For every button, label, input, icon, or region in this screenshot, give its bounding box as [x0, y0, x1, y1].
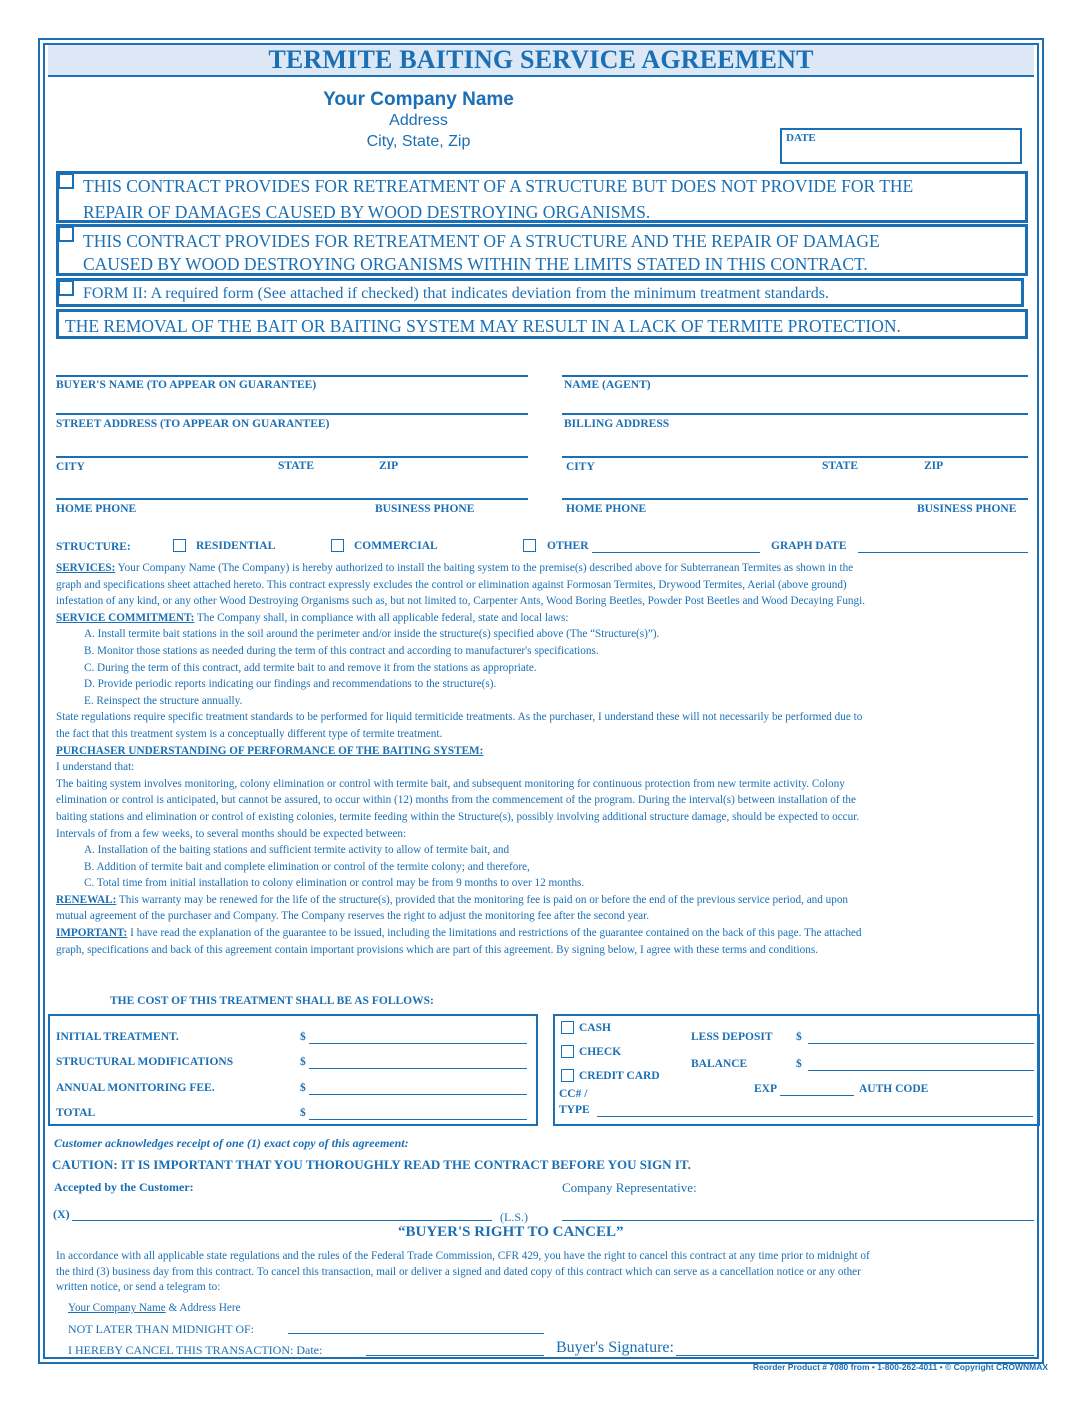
- check-checkbox[interactable]: [561, 1045, 574, 1058]
- other-line[interactable]: [592, 552, 760, 553]
- notice-text: THIS CONTRACT PROVIDES FOR RETREATMENT OF A STRUCTURE BUT DOES NOT PROVIDE FOR THE: [83, 176, 914, 196]
- dollar-sign: $: [796, 1058, 802, 1070]
- notice-bait-removal: [56, 309, 1028, 339]
- body-line: mutual agreement of the purchaser and Company. The Company reserves the right to adjust the monitoring fee after the second year.: [56, 910, 650, 923]
- purchaser-heading: PURCHASER UNDERSTANDING OF PERFORMANCE OF THE BAITING SYSTEM:: [56, 744, 484, 757]
- less-deposit-label: LESS DEPOSIT: [691, 1031, 773, 1043]
- structural-mods-line[interactable]: [309, 1068, 527, 1069]
- initial-treatment-line[interactable]: [309, 1043, 527, 1044]
- body-line: Your Company Name (The Company) is hereby authorized to install the baiting system to the premise(s) described above for Subterranean Termites as shown in the: [115, 562, 854, 574]
- cc-line[interactable]: [597, 1116, 1033, 1117]
- home-phone-label: HOME PHONE: [56, 503, 137, 515]
- commitment-item: B. Monitor those stations as needed during the term of this contract and according to manufacturer's specifications.: [84, 644, 599, 657]
- body-line: graph, specifications and back of this agreement contain important provisions which are part of this agreement. By signing below, I agree with these terms and conditions.: [56, 943, 818, 956]
- cancel-paragraph: [56, 1249, 870, 1296]
- date-label: DATE: [786, 132, 816, 144]
- commitment-item: A. Install termite bait stations in the soil around the perimeter and/or inside the structure(s) specified above (The “Structure(s)”).: [84, 628, 660, 641]
- body-line: This warranty may be renewed for the life of the structure(s), provided that the monitoring fee is paid on or before the end of the previous service period, and upon: [116, 893, 849, 906]
- city-line[interactable]: [56, 456, 528, 458]
- graph-date-line[interactable]: [858, 552, 1028, 553]
- dollar-sign: $: [796, 1031, 802, 1043]
- auth-code-label: AUTH CODE: [859, 1083, 929, 1095]
- purchaser-item: C. Total time from initial installation to colony elimination or control may be from 9 months to over 12 months.: [84, 877, 585, 890]
- cancel-company-rest: & Address Here: [165, 1302, 241, 1314]
- commitment-item: D. Provide periodic reports indicating our findings and recommendations to the structure(s).: [84, 678, 497, 691]
- not-later-line[interactable]: [288, 1333, 544, 1334]
- less-deposit-line[interactable]: [808, 1043, 1034, 1044]
- commitment-item: C. During the term of this contract, add termite bait to and remove it from the stations as appropriate.: [84, 661, 537, 674]
- renewal-heading: RENEWAL:: [56, 893, 117, 906]
- purchaser-item: B. Addition of termite bait and complete elimination or control of the termite colony; and therefore,: [84, 860, 530, 873]
- sign-x: (X): [53, 1207, 70, 1221]
- cc-number-label: CC# /: [559, 1088, 588, 1100]
- dollar-sign: $: [300, 1082, 306, 1094]
- commercial-label: COMMERCIAL: [354, 540, 438, 552]
- residential-checkbox[interactable]: [173, 539, 186, 552]
- notice-text: THE REMOVAL OF THE BAIT OR BAITING SYSTEM MAY RESULT IN A LACK OF TERMITE PROTECTION.: [65, 316, 901, 336]
- balance-label: BALANCE: [691, 1058, 748, 1070]
- cash-checkbox[interactable]: [561, 1021, 574, 1034]
- dollar-sign: $: [300, 1056, 306, 1068]
- billing-label: BILLING ADDRESS: [564, 418, 670, 430]
- annual-fee-label: ANNUAL MONITORING FEE.: [56, 1082, 215, 1094]
- page-title: TERMITE BAITING SERVICE AGREEMENT: [48, 45, 1034, 77]
- accepted-label: Accepted by the Customer:: [54, 1180, 194, 1194]
- reorder-footer: Reorder Product # 7080 from • 1-800-262-4011 • © Copyright CROWNMAX: [752, 1362, 1048, 1372]
- body-line: I understand that:: [56, 761, 135, 774]
- cancel-line: the third (3) business day from this contract. To cancel this transaction, mail or deliver a signed and dated copy of this contract which can serve as a cancellation notice or any other: [56, 1265, 861, 1278]
- dollar-sign: $: [300, 1031, 306, 1043]
- cancel-heading: “BUYER'S RIGHT TO CANCEL”: [398, 1224, 624, 1240]
- body-line: State regulations require specific treatment standards to be performed for liquid termiticide treatments. As the purchaser, I understand these will not necessarily be performed due to: [56, 711, 863, 724]
- buyer-signature-line[interactable]: [676, 1355, 1034, 1356]
- other-label: OTHER: [547, 540, 589, 552]
- cancel-date-line[interactable]: [366, 1355, 544, 1356]
- structure-label: STRUCTURE:: [56, 541, 131, 553]
- phone-line[interactable]: [56, 498, 528, 500]
- initial-treatment-label: INITIAL TREATMENT.: [56, 1031, 179, 1043]
- notice-text: REPAIR OF DAMAGES CAUSED BY WOOD DESTROYING ORGANISMS.: [83, 202, 651, 222]
- residential-label: RESIDENTIAL: [196, 540, 276, 552]
- cost-heading: THE COST OF THIS TREATMENT SHALL BE AS FOLLOWS:: [110, 995, 434, 1007]
- hereby-label: I HEREBY CANCEL THIS TRANSACTION: Date:: [68, 1343, 323, 1357]
- rep-signature-line[interactable]: [562, 1220, 1034, 1221]
- buyer-name-line[interactable]: [56, 375, 528, 377]
- body-line: The baiting system involves monitoring, colony elimination or control with termite bait, and subsequent monitoring for continuous protection from new termite activity. Colony: [56, 777, 845, 790]
- ls-label: (L.S.): [500, 1210, 528, 1224]
- body-line: I have read the explanation of the guarantee to be issued, including the limitations and restrictions of the guarantee contained on the back of this page. The attached: [127, 927, 862, 940]
- exp-label: EXP: [754, 1083, 777, 1095]
- agent-name-label: NAME (AGENT): [564, 379, 651, 391]
- notice-text: FORM II: A required form (See attached if checked) that indicates deviation from the minimum treatment standards.: [83, 285, 829, 302]
- street-line[interactable]: [56, 413, 528, 415]
- body-line: baiting stations and elimination or control of existing colonies, termite feeding within the Structure(s), possibly involving additional structure damage, should be expected to occur.: [56, 810, 860, 823]
- not-later-label: NOT LATER THAN MIDNIGHT OF:: [68, 1322, 254, 1336]
- notice-text: CAUSED BY WOOD DESTROYING ORGANISMS WITHIN THE LIMITS STATED IN THIS CONTRACT.: [83, 254, 868, 274]
- services-heading: SERVICES:: [56, 562, 116, 574]
- cancel-company-name: Your Company Name: [68, 1302, 166, 1314]
- street-label: STREET ADDRESS (TO APPEAR ON GUARANTEE): [56, 418, 330, 430]
- total-label: TOTAL: [56, 1107, 96, 1119]
- acknowledgment: Customer acknowledges receipt of one (1) exact copy of this agreement:: [54, 1136, 409, 1150]
- state-label: STATE: [278, 460, 315, 472]
- structural-mods-label: STRUCTURAL MODIFICATIONS: [56, 1056, 234, 1068]
- purchaser-item: A. Installation of the baiting stations and sufficient termite activity to allow of termite bait, and: [84, 844, 510, 857]
- form-ii-checkbox[interactable]: [58, 280, 74, 296]
- company-city: City, State, Zip: [366, 133, 471, 150]
- cancel-line: In accordance with all applicable state regulations and the rules of the Federal Trade Commission, CFR 429, you have the right to cancel this contract at any time prior to midnight of: [56, 1250, 870, 1262]
- body-line: elimination or control is anticipated, but cannot be assured, to occur within (12) months from the commencement of the program. During the interval(s) between installation of the: [56, 794, 856, 807]
- cancel-company-line: [68, 1300, 241, 1317]
- customer-signature-line[interactable]: [72, 1220, 492, 1221]
- balance-line[interactable]: [808, 1070, 1034, 1071]
- body-line: Intervals of from a few weeks, to several months should be expected between:: [56, 827, 407, 840]
- credit-card-checkbox[interactable]: [561, 1069, 574, 1082]
- total-line[interactable]: [309, 1119, 527, 1120]
- check-label: CHECK: [579, 1046, 622, 1058]
- notice-with-repair: [56, 224, 1028, 276]
- credit-card-label: CREDIT CARD: [579, 1070, 660, 1082]
- agent-name-line[interactable]: [562, 375, 1028, 377]
- commitment-item: E. Reinspect the structure annually.: [84, 694, 243, 707]
- notice-no-repair: [56, 171, 1028, 223]
- business-phone-label: BUSINESS PHONE: [375, 503, 475, 515]
- cash-label: CASH: [579, 1022, 611, 1034]
- buyer-signature-label: Buyer's Signature:: [556, 1339, 674, 1356]
- commitment-heading: SERVICE COMMITMENT:: [56, 611, 195, 624]
- date-field[interactable]: [780, 128, 1022, 164]
- exp-line[interactable]: [780, 1095, 854, 1096]
- billing-line[interactable]: [562, 413, 1028, 415]
- billing-zip-label: ZIP: [924, 460, 944, 472]
- billing-phone-line[interactable]: [562, 498, 1028, 500]
- city-label: CITY: [56, 461, 85, 473]
- body-line: The Company shall, in compliance with all applicable federal, state and local laws:: [194, 611, 569, 624]
- billing-state-label: STATE: [822, 460, 859, 472]
- notice-text: THIS CONTRACT PROVIDES FOR RETREATMENT OF A STRUCTURE AND THE REPAIR OF DAMAGE: [83, 231, 880, 251]
- body-line: graph and specifications sheet attached hereto. This contract expressly excludes the control or elimination against Formosan Termites, Drywood Termites, Aerial (above ground): [56, 578, 847, 591]
- with-repair-checkbox[interactable]: [58, 226, 74, 242]
- cancel-line: written notice, or send a telegram to:: [56, 1281, 221, 1293]
- dollar-sign: $: [300, 1107, 306, 1119]
- billing-city-line[interactable]: [562, 456, 1028, 458]
- company-address: Address: [389, 112, 448, 129]
- graph-date-label: GRAPH DATE: [771, 540, 847, 552]
- body-line: the fact that this treatment system is a conceptually different type of termite treatment.: [56, 727, 443, 740]
- billing-business-phone-label: BUSINESS PHONE: [917, 503, 1017, 515]
- no-repair-checkbox[interactable]: [58, 173, 74, 189]
- body-line: infestation of any kind, or any other Wood Destroying Organisms such as, but not limited to, Carpenter Ants, Wood Boring Beetles, Powder Post Beetles and Wood Decaying Fungi.: [56, 595, 866, 608]
- rep-label: Company Representative:: [562, 1180, 697, 1195]
- annual-fee-line[interactable]: [309, 1094, 527, 1095]
- buyer-name-label: BUYER'S NAME (TO APPEAR ON GUARANTEE): [56, 379, 317, 391]
- billing-home-phone-label: HOME PHONE: [566, 503, 647, 515]
- commercial-checkbox[interactable]: [331, 539, 344, 552]
- other-checkbox[interactable]: [523, 539, 536, 552]
- notice-form-ii: [56, 278, 1024, 307]
- company-name: Your Company Name: [323, 89, 514, 110]
- cc-type-label: TYPE: [559, 1104, 590, 1116]
- zip-label: ZIP: [379, 460, 399, 472]
- caution: CAUTION: IT IS IMPORTANT THAT YOU THOROUGHLY READ THE CONTRACT BEFORE YOU SIGN IT.: [52, 1157, 691, 1172]
- important-heading: IMPORTANT:: [56, 927, 128, 940]
- services-paragraph: [56, 560, 865, 958]
- billing-city-label: CITY: [566, 461, 595, 473]
